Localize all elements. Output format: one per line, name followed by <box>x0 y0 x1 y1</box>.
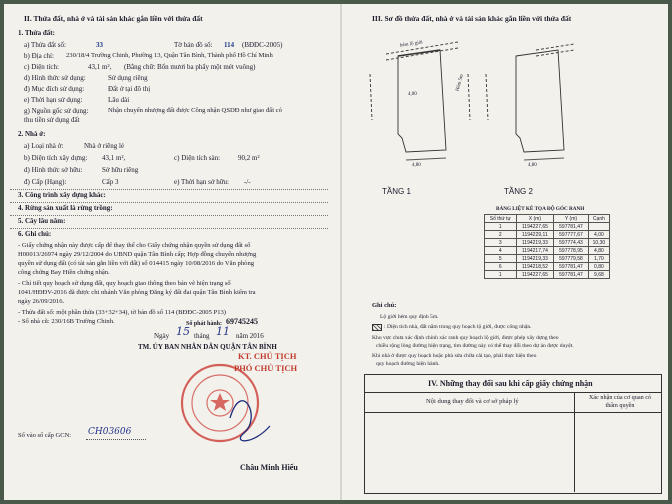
cell: 1194227,65 <box>516 271 554 279</box>
cell: 4 <box>485 247 517 255</box>
divider <box>10 215 328 216</box>
authority: TM. ỦY BAN NHÂN DÂN QUẬN TÂN BÌNH <box>138 343 277 351</box>
ownership-label: d) Hình thức sở hữu: <box>24 166 83 174</box>
ownership: Sở hữu riêng <box>102 166 139 174</box>
note-line: - Chỉ tiết quy hoạch sử dụng đất, quy hoạch giao thông theo bản vẽ hiện trạng số <box>18 280 231 287</box>
note-line: quyền sử dụng đất (có tài sản gắn liền với đất) số 014415 ngày 10/08/2016 do Văn phòng <box>18 260 255 267</box>
legend-line: : Diện tích nhà, đất nằm trong quy hoạch lộ giới, được công nhận. <box>384 324 532 330</box>
perennial: 5. Cây lâu năm: <box>18 217 66 225</box>
divider <box>10 228 328 229</box>
col-header: Y (m) <box>554 215 589 223</box>
changes-heading: IV. Những thay đổi sau khi cấp giấy chứng nhận <box>428 379 593 388</box>
section3-heading: III. Sơ đồ thửa đất, nhà ở và tài sản khác gắn liền với thửa đất <box>372 14 572 23</box>
table-row <box>485 255 610 263</box>
cell: 1194227,65 <box>516 223 554 231</box>
cell: 2 <box>485 231 517 239</box>
area-words: (Bằng chữ: Bốn mươi ba phẩy một mét vuông) <box>124 63 256 71</box>
grade-label: đ) Cấp (Hạng): <box>24 178 67 186</box>
changes-col1: Nội dung thay đổi và cơ sở pháp lý <box>426 398 519 405</box>
cell: 597777,67 <box>554 231 589 239</box>
note-line: H00013/26974 ngày 29/12/2004 do UBND quận Tân Bình cấp; Hợp đồng chuyển nhượng <box>18 251 257 258</box>
purpose: Đất ở tại đô thị <box>108 85 151 93</box>
area: 43,1 m², <box>88 63 112 71</box>
date-year: năm 2016 <box>236 332 264 340</box>
cell: 597781,47 <box>554 271 589 279</box>
house-type-label: a) Loại nhà ở: <box>24 142 64 150</box>
origin-2: thu tiền sử dụng đất <box>24 116 80 124</box>
notes-heading: 6. Ghi chú: <box>18 230 52 238</box>
cell <box>588 223 609 231</box>
legend-line: quy hoạch đường hiện hành. <box>376 361 440 367</box>
cell: 5 <box>485 255 517 263</box>
cell: 6 <box>485 263 517 271</box>
cell: 1,70 <box>588 255 609 263</box>
table-row <box>485 239 610 247</box>
cell: 4,00 <box>588 231 609 239</box>
floor1-label: TẦNG 1 <box>382 187 411 196</box>
hatch-swatch <box>372 324 382 331</box>
section2-heading: II. Thửa đất, nhà ở và tài sản khác gắn liền với thửa đất <box>24 14 203 23</box>
note-line: công chứng Bay Hiền chứng nhận. <box>18 269 110 276</box>
lane-label: hẻm lộ giới <box>399 40 424 49</box>
col-header: X (m) <box>516 215 554 223</box>
table-row <box>485 231 610 239</box>
term: Lâu dài <box>108 96 130 104</box>
split-note: - Thửa đất số: một phần thửa (33+32+34), tờ bản đồ số 114 (BĐĐC-2005 P13) <box>18 309 226 316</box>
cell: 597778,95 <box>554 247 589 255</box>
cell: 1194229,11 <box>516 231 554 239</box>
address-label: b) Địa chỉ: <box>24 52 54 60</box>
use-form-label: d) Hình thức sử dụng: <box>24 74 86 82</box>
date-day: 15 <box>176 325 190 338</box>
book-label: Số vào sổ cấp GCN: <box>18 432 72 439</box>
legend-line: chiều rộng lòng đường hiện trạng, tìm đường này có thể thay đổi theo dự án được duyệt. <box>376 343 574 349</box>
map-sheet: 114 <box>224 41 235 49</box>
left-page <box>4 4 334 500</box>
other-works: 3. Công trình xây dựng khác: <box>18 191 106 199</box>
plot-no-label: a) Thửa đất số: <box>24 41 66 49</box>
cell: 1194218,52 <box>516 263 554 271</box>
dim-label: 4,00 <box>408 92 417 97</box>
alley-label: Hẻm 5m <box>455 73 465 92</box>
cell: 1194217,74 <box>516 247 554 255</box>
cell: 1194219,33 <box>516 239 554 247</box>
table-row <box>485 271 610 279</box>
col-header: Cạnh <box>588 215 609 223</box>
house-heading: 2. Nhà ở: <box>18 130 46 138</box>
map-sheet-note: (BĐĐC-2005) <box>242 41 283 49</box>
divider <box>10 189 328 190</box>
floor-area: 90,2 m² <box>238 154 260 162</box>
divider <box>10 202 328 203</box>
cell: 597779,58 <box>554 255 589 263</box>
legend-line: Khi nhà ở được quy hoạch hoặc phù sửa chữa cải tạo, phải thực hiện theo <box>372 353 537 359</box>
signer-title-2: PHÓ CHỦ TỊCH <box>234 363 298 373</box>
origin: Nhận chuyển nhượng đất được Công nhận QSDĐ như giao đất có <box>108 107 282 114</box>
plot-no: 33 <box>96 41 103 49</box>
old-address: - Số nhà cũ: 230/16B Trường Chinh. <box>18 318 115 325</box>
address: 230/18/4 Trường Chinh, Phường 13, Quận Tân Bình, Thành phố Hồ Chí Minh <box>66 52 273 59</box>
floor-area-label: c) Diện tích sàn: <box>174 154 221 162</box>
cell: 1 <box>485 271 517 279</box>
use-form: Sử dụng riêng <box>108 74 148 82</box>
serial-prefix: Số phát hành: <box>186 321 223 327</box>
page-fold <box>340 4 342 500</box>
term-label: e) Thời hạn sử dụng: <box>24 96 83 104</box>
date-month: 11 <box>216 325 230 338</box>
legend-heading: Ghi chú: <box>372 302 397 309</box>
cell: 3 <box>485 239 517 247</box>
cell: 597774,43 <box>554 239 589 247</box>
cell: 4,80 <box>588 247 609 255</box>
land-heading: 1. Thửa đất: <box>18 29 55 37</box>
cell: 597781,47 <box>554 223 589 231</box>
origin-label: g) Nguồn gốc sử dụng: <box>24 107 89 115</box>
dim-label: 4,80 <box>412 163 421 168</box>
changes-col2: Xác nhận của cơ quan có thẩm quyền <box>588 394 652 409</box>
serial-number: 69745245 <box>226 317 258 326</box>
dim-label: 4,80 <box>528 163 537 168</box>
note-line: 1041/HĐĐV-2016 đã được chi nhánh Văn phòng Đăng ký đất đai quận Tân Bình kiểm tra <box>18 289 256 296</box>
cell: 0,80 <box>588 263 609 271</box>
grade: Cấp 3 <box>102 178 119 186</box>
note-line: - Giấy chứng nhận này được cấp để thay thế cho Giấy chứng nhận quyền sử dụng đất số <box>18 242 251 249</box>
area-label: c) Diện tích: <box>24 63 59 71</box>
house-type: Nhà ở riêng lẻ <box>84 142 125 150</box>
forest: 4. Rừng sản xuất là rừng trồng: <box>18 204 113 212</box>
note-line: ngày 26/09/2016. <box>18 298 65 305</box>
signer-title: KT. CHỦ TỊCH <box>238 351 297 361</box>
cell: 597781,47 <box>554 263 589 271</box>
purpose-label: đ) Mục đích sử dụng: <box>24 85 85 93</box>
date-month-label: tháng <box>194 332 210 340</box>
table-row <box>485 263 610 271</box>
date-prefix: Ngày <box>154 332 170 340</box>
floor2-label: TẦNG 2 <box>504 187 533 196</box>
plot-diagram <box>346 34 668 209</box>
legend-line: Lộ giới hẻm quy định 5m. <box>380 314 439 320</box>
own-term: -/- <box>244 178 251 186</box>
book-number: CH03606 <box>88 427 132 437</box>
signer-name: Châu Minh Hiếu <box>240 463 298 472</box>
table-title: BẢNG LIỆT KÊ TỌA ĐỘ GÓC RANH <box>496 206 585 212</box>
cell: 1 <box>485 223 517 231</box>
coordinate-table <box>484 214 610 279</box>
cell: 9,68 <box>588 271 609 279</box>
map-sheet-label: Tờ bản đồ số: <box>174 41 213 49</box>
table-header-row <box>485 215 610 223</box>
legend-line: Khu vực chưa xác định chính xác ranh quy hoạch lộ giới, được phép xây dựng theo <box>372 335 559 341</box>
table-row <box>485 247 610 255</box>
build-area-label: b) Diện tích xây dựng: <box>24 154 88 162</box>
cell: 1194219,33 <box>516 255 554 263</box>
certificate-sheet <box>4 4 668 500</box>
own-term-label: e) Thời hạn sở hữu: <box>174 178 230 186</box>
build-area: 43,1 m², <box>102 154 126 162</box>
table-row <box>485 223 610 231</box>
col-header: Số thứ tự <box>485 215 517 223</box>
right-page <box>346 4 668 500</box>
cell: 10,30 <box>588 239 609 247</box>
